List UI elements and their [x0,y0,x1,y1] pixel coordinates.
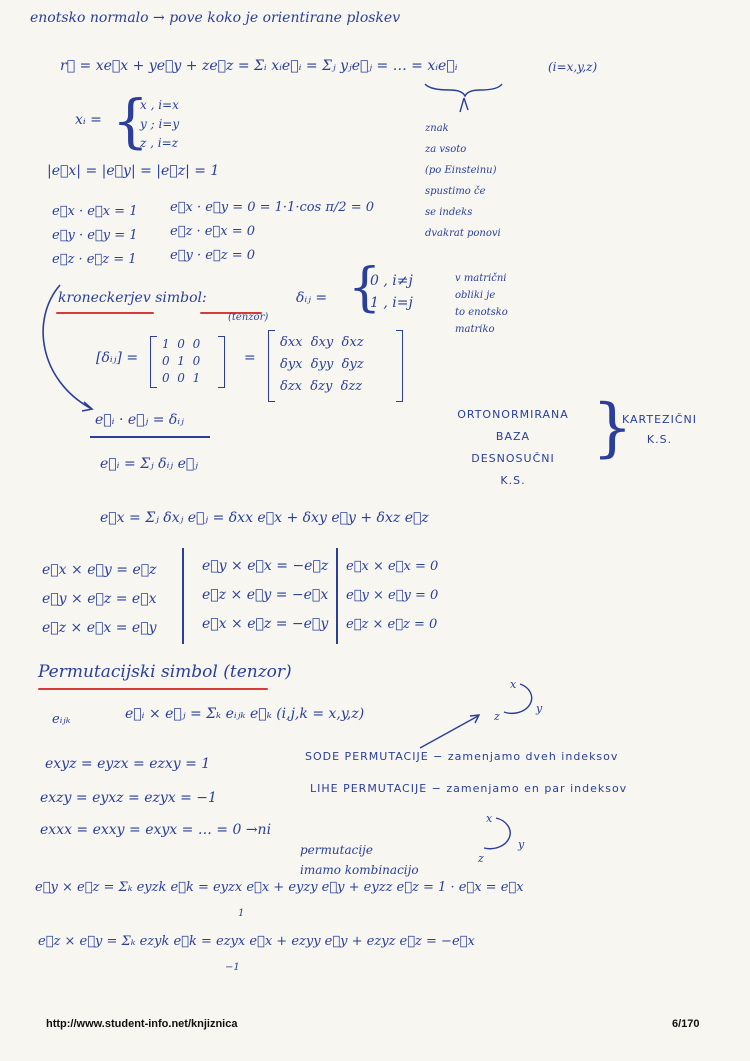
cartesian-line: KARTEZIČNI [622,413,697,426]
right-brace: { [592,391,633,465]
matrix-row: 0 1 0 [162,354,201,368]
einstein-note-line: za vsoto [425,144,467,155]
perm-row-1: exyz = eyzx = ezxy = 1 [45,756,211,772]
header-line: enotsko normalo → pove koko je orientirane ploskev [30,10,401,26]
perm-row-3: exxx = exxy = exyx = … = 0 →ni [40,822,272,838]
einstein-note-line: znak [425,123,449,134]
final-equation-1: e⃗y × e⃗z = Σₖ eyzk e⃗k = eyzx e⃗x + eyzy e⃗y + eyzz e⃗z = 1 · e⃗x = e⃗x [35,880,524,895]
einstein-note-line: (po Einsteinu) [425,165,497,176]
dot-product: e⃗z · e⃗x = 0 [170,224,255,239]
eijk-label: eᵢⱼₖ [52,712,71,727]
kronecker-title: kroneckerjev simbol: [58,290,207,306]
dot-product: e⃗x · e⃗x = 1 [52,204,138,219]
eijk-definition: e⃗ᵢ × e⃗ⱼ = Σₖ eᵢⱼₖ e⃗ₖ (i,j,k = x,y,z) [125,706,365,722]
perm-note-line: permutacije [300,843,373,857]
cross-product: e⃗z × e⃗z = 0 [346,617,438,632]
under-1: 1 [238,908,245,919]
cycle-label: z [494,710,500,723]
even-permutations: SODE PERMUTACIJE − zamenjamo dveh indeksov [305,750,619,763]
einstein-note-line: dvakrat ponovi [425,228,501,239]
xi-lhs: xᵢ = [75,112,102,128]
cross-product: e⃗y × e⃗x = −e⃗z [202,558,329,574]
kronecker-case: 1 , i=j [370,295,413,311]
ex-sum: e⃗x = Σⱼ δxⱼ e⃗ⱼ = δxx e⃗x + δxy e⃗y + δxz e⃗z [100,510,429,526]
cycle-label: z [478,852,484,865]
kronecker-case: 0 , i≠j [370,273,413,289]
cross-product: e⃗y × e⃗z = e⃗x [42,591,157,607]
einstein-note-line: spustimo če [425,186,486,197]
dot-product: e⃗z · e⃗z = 1 [52,252,137,267]
equals-sign: = [244,350,256,366]
matrix-lhs: [δᵢⱼ] = [96,350,139,366]
dot-product: e⃗x · e⃗y = 0 = 1·1·cos π/2 = 0 [170,200,374,215]
xi-case: z , i=z [140,136,178,150]
page-number: 6/170 [672,1018,700,1030]
xi-case: x , i=x [140,98,179,112]
cycle-label: x [510,678,517,691]
arrow-down [460,98,468,112]
basis-line: K.S. [500,474,526,487]
matrix-row: 1 0 0 [162,337,201,351]
matrix-row: δyx δyy δyz [280,357,364,372]
cross-product: e⃗z × e⃗y = −e⃗x [202,587,329,603]
eiej-equation: e⃗ᵢ · e⃗ⱼ = δᵢⱼ [95,412,184,428]
cycle-label: x [486,812,493,825]
basis-line: DESNOSUČNI [471,452,555,465]
matrix-row: δzx δzy δzz [280,379,363,394]
odd-permutations: LIHE PERMUTACIJE − zamenjamo en par indeksov [310,782,628,795]
cartesian-line: K.S. [646,433,673,446]
basis-line: ORTONORMIRANA [457,408,569,421]
cross-product: e⃗y × e⃗y = 0 [346,588,439,603]
kronecker-delta: δᵢⱼ = [296,290,328,306]
under-minus-1: −1 [225,962,240,973]
kronecker-note-line: to enotsko [455,307,508,318]
matrix-row: δxx δxy δxz [280,335,364,350]
norms-line: |e⃗x| = |e⃗y| = |e⃗z| = 1 [47,163,220,179]
final-equation-2: e⃗z × e⃗y = Σₖ ezyk e⃗k = ezyx e⃗x + ezyy e⃗y + ezyz e⃗z = −e⃗x [38,934,475,949]
matrix-row: 0 0 1 [162,371,201,385]
xi-case: y ; i=y [140,117,180,131]
arrow-curve [43,285,90,408]
kronecker-note-line: obliki je [455,290,496,301]
perm-title: Permutacijski simbol (tenzor) [38,662,292,682]
cycle-arrow [504,684,532,713]
index-range: (i=x,y,z) [548,60,598,74]
cross-product: e⃗x × e⃗x = 0 [346,559,439,574]
footer-url[interactable]: http://www.student-info.net/knjiznica [46,1018,238,1030]
arrow-line [420,716,478,748]
kronecker-note-line: v matrični [455,273,507,284]
ei-sum: e⃗ᵢ = Σⱼ δᵢⱼ e⃗ⱼ [100,456,198,472]
left-brace: { [348,258,382,318]
kronecker-sub: (tenzor) [228,312,269,323]
vector-r-equation: r⃗ = xe⃗x + ye⃗y + ze⃗z = Σᵢ xᵢe⃗ᵢ = Σⱼ yⱼe⃗ⱼ = … = xᵢe⃗ᵢ [60,58,458,74]
left-brace: { [112,87,149,155]
cross-product: e⃗z × e⃗x = e⃗y [42,620,157,636]
perm-row-2: exzy = eyxz = ezyx = −1 [40,790,217,806]
underbrace [425,84,502,96]
dot-product: e⃗y · e⃗z = 0 [170,248,256,263]
cycle-arrow [484,818,510,849]
cycle-label: y [518,838,525,851]
basis-line: BAZA [495,430,531,443]
kronecker-note-line: matriko [455,324,495,335]
cycle-label: y [536,702,543,715]
cross-product: e⃗x × e⃗z = −e⃗y [202,616,329,632]
einstein-note-line: se indeks [425,207,473,218]
dot-product: e⃗y · e⃗y = 1 [52,228,138,243]
perm-note-line: imamo kombinacijo [300,863,419,877]
cross-product: e⃗x × e⃗y = e⃗z [42,562,157,578]
